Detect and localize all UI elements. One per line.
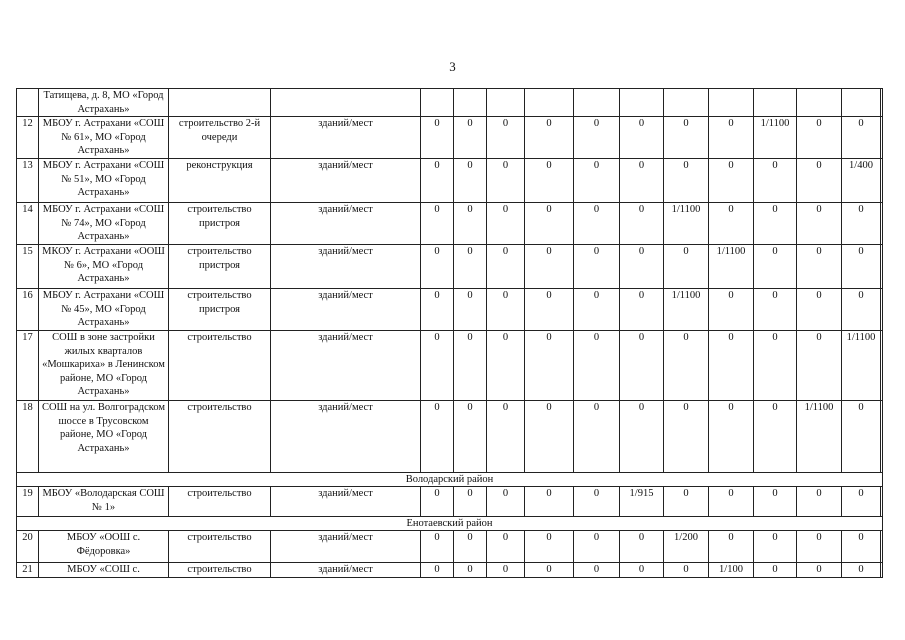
year-value-cell: 0 (574, 487, 620, 517)
year-value-cell: 0 (487, 531, 525, 563)
year-value-cell: 0 (454, 563, 487, 578)
year-value-cell: 0 (797, 245, 842, 289)
year-value-cell (754, 89, 797, 117)
year-value-cell: 0 (454, 531, 487, 563)
unit-cell: зданий/мест (271, 289, 421, 331)
year-value-cell: 0 (525, 531, 574, 563)
work-type-cell: реконструкция (169, 159, 271, 203)
region-header-row (17, 517, 883, 531)
year-value-cell: 0 (797, 203, 842, 245)
year-value-cell (881, 563, 883, 578)
year-value-cell: 0 (421, 117, 454, 159)
year-value-cell: 0 (664, 245, 709, 289)
year-value-cell (881, 487, 883, 517)
work-type-cell: строительство пристроя (169, 203, 271, 245)
year-value-cell (664, 89, 709, 117)
year-value-cell: 0 (797, 531, 842, 563)
year-value-cell: 0 (454, 245, 487, 289)
year-value-cell: 0 (709, 117, 754, 159)
year-value-cell: 0 (487, 159, 525, 203)
year-value-cell (454, 89, 487, 117)
year-value-cell: 0 (754, 401, 797, 473)
year-value-cell: 0 (525, 159, 574, 203)
unit-cell: зданий/мест (271, 487, 421, 517)
year-value-cell: 1/400 (842, 159, 881, 203)
region-label: Енотаевский район (17, 517, 883, 531)
unit-cell: зданий/мест (271, 563, 421, 578)
year-value-cell: 0 (664, 117, 709, 159)
year-value-cell: 0 (525, 331, 574, 401)
row-number-cell: 21 (17, 563, 39, 578)
work-type-cell: строительство 2-й очереди (169, 117, 271, 159)
year-value-cell (620, 89, 664, 117)
year-value-cell: 0 (620, 245, 664, 289)
school-name-cell: МБОУ «ООШ с. Фёдоровка» (39, 531, 169, 563)
school-name-cell: МБОУ г. Астрахани «СОШ № 74», МО «Город Астрахань» (39, 203, 169, 245)
year-value-cell: 0 (574, 563, 620, 578)
row-number-cell: 20 (17, 531, 39, 563)
year-value-cell: 0 (709, 159, 754, 203)
work-type-cell: строительство (169, 331, 271, 401)
year-value-cell: 0 (421, 289, 454, 331)
year-value-cell: 0 (754, 531, 797, 563)
year-value-cell: 0 (421, 531, 454, 563)
year-value-cell: 0 (664, 563, 709, 578)
year-value-cell: 0 (525, 563, 574, 578)
work-type-cell: строительство (169, 531, 271, 563)
year-value-cell: 0 (421, 245, 454, 289)
region-header-row (17, 473, 883, 487)
work-type-cell (169, 89, 271, 117)
year-value-cell: 0 (525, 117, 574, 159)
year-value-cell: 0 (842, 563, 881, 578)
school-name-cell: МБОУ г. Астрахани «СОШ № 45», МО «Город Астрахань» (39, 289, 169, 331)
schools-construction-table (16, 88, 883, 578)
year-value-cell: 0 (620, 117, 664, 159)
year-value-cell: 0 (842, 117, 881, 159)
year-value-cell: 0 (525, 289, 574, 331)
year-value-cell: 0 (709, 531, 754, 563)
year-value-cell: 0 (754, 331, 797, 401)
year-value-cell: 0 (797, 117, 842, 159)
year-value-cell: 0 (797, 487, 842, 517)
year-value-cell: 1/1100 (797, 401, 842, 473)
year-value-cell: 0 (620, 563, 664, 578)
year-value-cell: 0 (797, 289, 842, 331)
year-value-cell (487, 89, 525, 117)
year-value-cell: 0 (487, 289, 525, 331)
year-value-cell: 0 (620, 159, 664, 203)
row-number-cell: 18 (17, 401, 39, 473)
row-number-cell: 17 (17, 331, 39, 401)
year-value-cell: 0 (421, 203, 454, 245)
year-value-cell: 0 (842, 487, 881, 517)
year-value-cell: 1/915 (620, 487, 664, 517)
year-value-cell: 0 (454, 487, 487, 517)
year-value-cell: 0 (574, 331, 620, 401)
year-value-cell: 1/200 (664, 531, 709, 563)
year-value-cell: 0 (754, 203, 797, 245)
year-value-cell: 1/1100 (664, 203, 709, 245)
year-value-cell: 0 (842, 401, 881, 473)
table-row (17, 331, 883, 401)
year-value-cell: 0 (709, 203, 754, 245)
year-value-cell: 0 (574, 203, 620, 245)
year-value-cell: 0 (620, 203, 664, 245)
year-value-cell: 0 (454, 331, 487, 401)
table-row (17, 563, 883, 578)
year-value-cell: 0 (574, 531, 620, 563)
year-value-cell: 0 (754, 159, 797, 203)
year-value-cell (525, 89, 574, 117)
year-value-cell: 0 (709, 289, 754, 331)
year-value-cell: 0 (574, 401, 620, 473)
work-type-cell: строительство пристроя (169, 289, 271, 331)
year-value-cell: 0 (487, 331, 525, 401)
table-row (17, 487, 883, 517)
year-value-cell (881, 159, 883, 203)
year-value-cell: 0 (421, 331, 454, 401)
year-value-cell: 0 (797, 331, 842, 401)
school-name-cell: МКОУ г. Астрахани «ООШ № 6», МО «Город Астрахань» (39, 245, 169, 289)
year-value-cell: 0 (709, 331, 754, 401)
table-row (17, 89, 883, 117)
table-row (17, 203, 883, 245)
school-name-cell: СОШ на ул. Волгоградском шоссе в Трусовском районе, МО «Город Астрахань» (39, 401, 169, 473)
unit-cell: зданий/мест (271, 531, 421, 563)
year-value-cell (881, 289, 883, 331)
year-value-cell (421, 89, 454, 117)
year-value-cell (881, 203, 883, 245)
year-value-cell: 0 (620, 331, 664, 401)
year-value-cell: 0 (754, 245, 797, 289)
school-name-cell: Татищева, д. 8, МО «Город Астрахань» (39, 89, 169, 117)
year-value-cell: 0 (454, 289, 487, 331)
year-value-cell (797, 89, 842, 117)
year-value-cell: 0 (421, 563, 454, 578)
year-value-cell: 0 (574, 117, 620, 159)
year-value-cell: 0 (664, 331, 709, 401)
year-value-cell: 0 (664, 159, 709, 203)
year-value-cell: 0 (754, 563, 797, 578)
row-number-cell: 14 (17, 203, 39, 245)
year-value-cell: 0 (574, 245, 620, 289)
year-value-cell: 0 (664, 487, 709, 517)
year-value-cell: 0 (620, 401, 664, 473)
year-value-cell: 0 (421, 159, 454, 203)
row-number-cell: 16 (17, 289, 39, 331)
year-value-cell: 0 (754, 487, 797, 517)
year-value-cell: 0 (709, 401, 754, 473)
table-row (17, 401, 883, 473)
year-value-cell (881, 245, 883, 289)
year-value-cell (881, 401, 883, 473)
year-value-cell: 0 (797, 159, 842, 203)
year-value-cell: 0 (487, 117, 525, 159)
year-value-cell: 0 (487, 487, 525, 517)
year-value-cell: 0 (454, 401, 487, 473)
row-number-cell: 15 (17, 245, 39, 289)
year-value-cell: 0 (574, 289, 620, 331)
page-number: 3 (449, 59, 456, 74)
unit-cell: зданий/мест (271, 203, 421, 245)
unit-cell: зданий/мест (271, 245, 421, 289)
year-value-cell: 0 (525, 401, 574, 473)
year-value-cell: 0 (487, 203, 525, 245)
unit-cell: зданий/мест (271, 331, 421, 401)
year-value-cell: 0 (421, 487, 454, 517)
year-value-cell: 0 (421, 401, 454, 473)
table-row (17, 289, 883, 331)
table-row (17, 159, 883, 203)
year-value-cell (881, 531, 883, 563)
school-name-cell: СОШ в зоне застройки жилых кварталов «Мошкариха» в Ленинском районе, МО «Город Астрахань» (39, 331, 169, 401)
year-value-cell (842, 89, 881, 117)
row-number-cell (17, 89, 39, 117)
year-value-cell: 0 (842, 289, 881, 331)
year-value-cell: 0 (842, 245, 881, 289)
year-value-cell: 0 (525, 203, 574, 245)
work-type-cell: строительство (169, 563, 271, 578)
year-value-cell (574, 89, 620, 117)
year-value-cell (881, 331, 883, 401)
unit-cell: зданий/мест (271, 159, 421, 203)
year-value-cell: 0 (487, 245, 525, 289)
year-value-cell: 0 (664, 401, 709, 473)
year-value-cell: 0 (842, 531, 881, 563)
school-name-cell: МБОУ «Володарская СОШ № 1» (39, 487, 169, 517)
year-value-cell: 0 (797, 563, 842, 578)
work-type-cell: строительство (169, 487, 271, 517)
year-value-cell: 0 (574, 159, 620, 203)
year-value-cell (881, 117, 883, 159)
table-row (17, 117, 883, 159)
unit-cell (271, 89, 421, 117)
school-name-cell: МБОУ «СОШ с. (39, 563, 169, 578)
year-value-cell: 0 (487, 563, 525, 578)
year-value-cell: 0 (454, 117, 487, 159)
year-value-cell: 0 (709, 487, 754, 517)
year-value-cell: 1/1100 (754, 117, 797, 159)
year-value-cell: 1/1100 (664, 289, 709, 331)
row-number-cell: 12 (17, 117, 39, 159)
school-name-cell: МБОУ г. Астрахани «СОШ № 51», МО «Город Астрахань» (39, 159, 169, 203)
year-value-cell: 1/1100 (842, 331, 881, 401)
year-value-cell: 0 (525, 245, 574, 289)
year-value-cell: 0 (487, 401, 525, 473)
year-value-cell: 0 (620, 289, 664, 331)
year-value-cell (881, 89, 883, 117)
year-value-cell: 0 (620, 531, 664, 563)
work-type-cell: строительство (169, 401, 271, 473)
unit-cell: зданий/мест (271, 117, 421, 159)
work-type-cell: строительство пристроя (169, 245, 271, 289)
year-value-cell: 0 (754, 289, 797, 331)
table-row (17, 531, 883, 563)
row-number-cell: 13 (17, 159, 39, 203)
year-value-cell: 0 (842, 203, 881, 245)
unit-cell: зданий/мест (271, 401, 421, 473)
year-value-cell: 0 (454, 159, 487, 203)
year-value-cell: 1/100 (709, 563, 754, 578)
region-label: Володарский район (17, 473, 883, 487)
row-number-cell: 19 (17, 487, 39, 517)
year-value-cell: 0 (525, 487, 574, 517)
table-row (17, 245, 883, 289)
school-name-cell: МБОУ г. Астрахани «СОШ № 61», МО «Город Астрахань» (39, 117, 169, 159)
year-value-cell: 1/1100 (709, 245, 754, 289)
year-value-cell: 0 (454, 203, 487, 245)
year-value-cell (709, 89, 754, 117)
